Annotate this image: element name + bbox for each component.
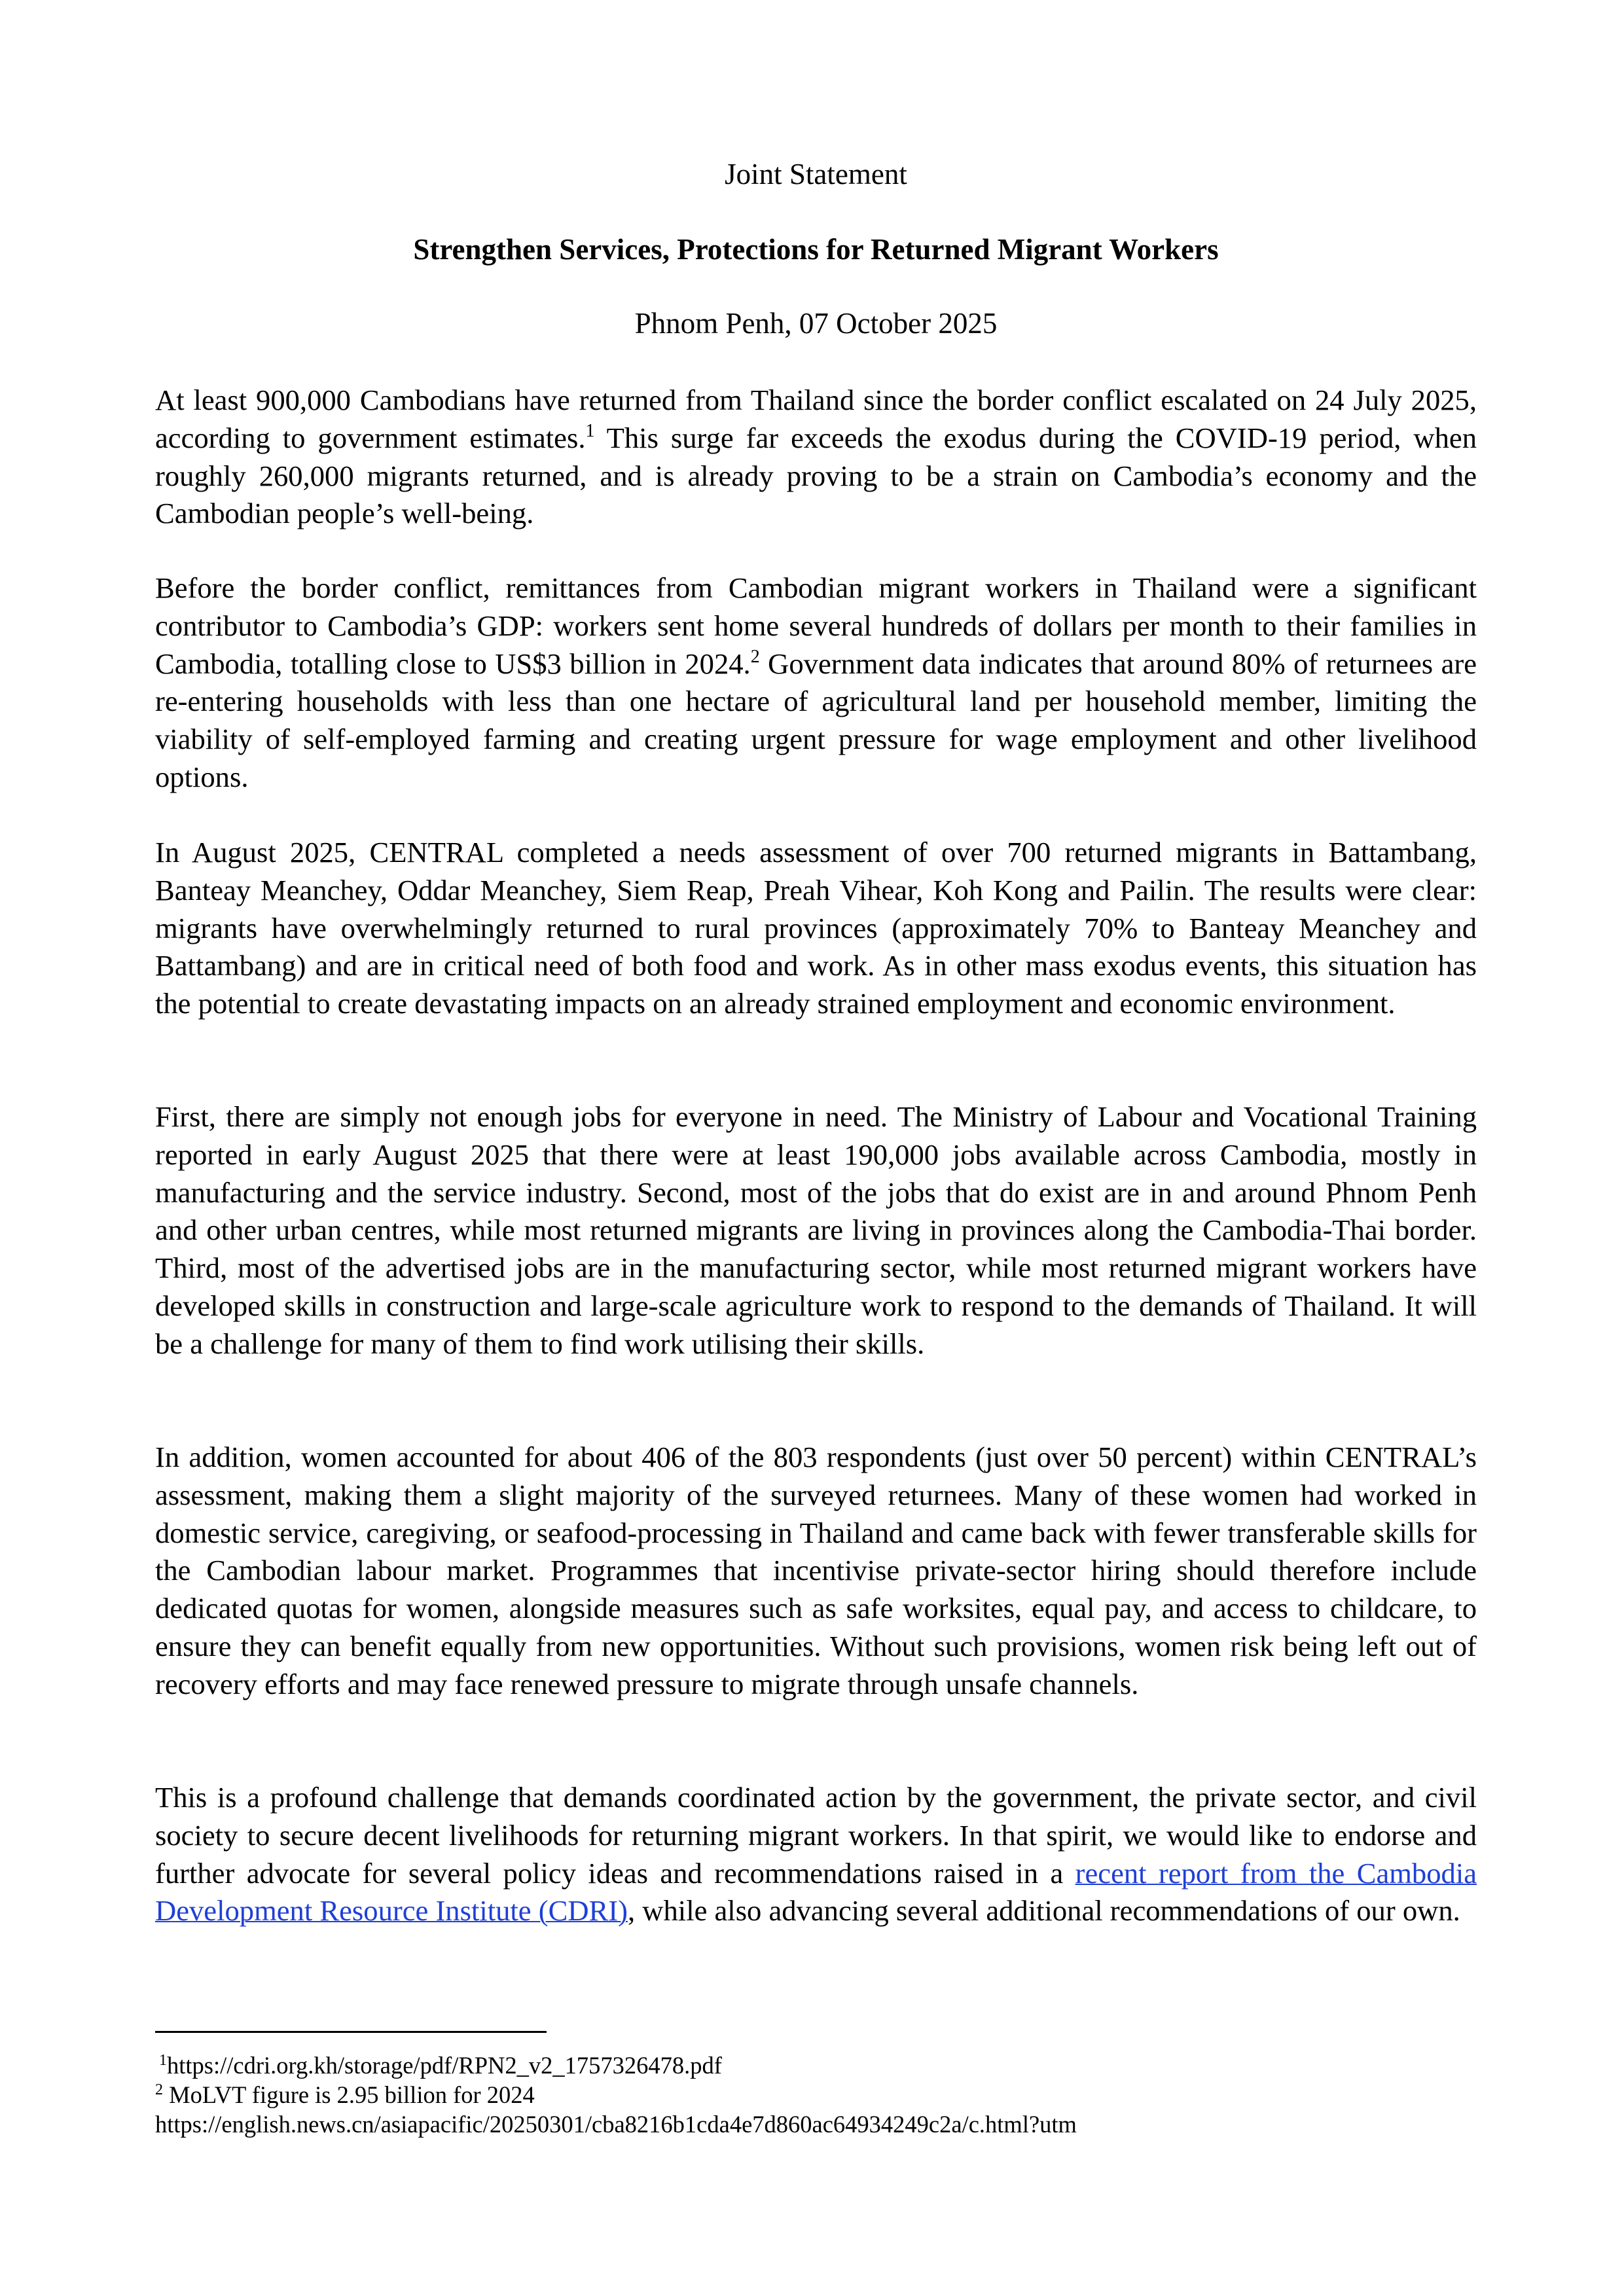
- cdri-report-link[interactable]: recent report from the Cambodia Development Resource Institute (CDRI): [155, 1856, 1477, 1928]
- footnote-divider: [155, 2031, 547, 2033]
- paragraph-intro: [155, 382, 1477, 533]
- footnotes: [155, 2051, 1477, 2139]
- document-title: Strengthen Services, Protections for Returned Migrant Workers: [413, 233, 1219, 266]
- paragraph-text: This is a profound challenge that demands coordinated action by the government, the private sector, and civil society to secure decent livelihoods for returning migrant workers. In that spirit, we would like to endorse and further advocate for several policy ideas and recommendations raised in a: [155, 1781, 1477, 1890]
- paragraph-women: In addition, women accounted for about 406 of the 803 respondents (just over 50 percent) within CENTRAL’s assessment, making them a slight majority of the surveyed returnees. Many of these women had worked in domestic service, caregiving, or seafood-processing in Thailand and came back with fewer transferable skills for the Cambodian labour market. Programmes that incentivise private-sector hiring should therefore include dedicated quotas for women, alongside measures such as safe worksites, equal pay, and access to childcare, to ensure they can benefit equally from new opportunities. Without such provisions, women risk being left out of recovery efforts and may face renewed pressure to migrate through unsafe channels.: [155, 1441, 1477, 1700]
- paragraph-challenge: [155, 1779, 1477, 1930]
- paragraph-text: At least 900,000 Cambodians have returned from Thailand since the border conflict escalated on 24 July 2025, according to government estimates.: [155, 384, 1477, 454]
- footnote-2-url[interactable]: https://english.news.cn/asiapacific/20250301/cba8216b1cda4e7d860ac64934249c2a/c.html?utm: [155, 2111, 1077, 2138]
- footnote-1-url[interactable]: https://cdri.org.kh/storage/pdf/RPN2_v2_1757326478.pdf: [167, 2052, 722, 2079]
- paragraph-text: Before the border conflict, remittances from Cambodian migrant workers in Thailand were a significant contributor to Cambodia’s GDP: workers sent home several hundreds of dollars per month to their families in Cambodia, totalling close to US$3 billion in 2024.: [155, 571, 1477, 680]
- footnote-1-mark: 1: [159, 2052, 167, 2069]
- paragraph-jobs: First, there are simply not enough jobs for everyone in need. The Ministry of Labour and Vocational Training reported in early August 2025 that there were at least 190,000 jobs available across Cambodia, mostly in manufacturing and the service industry. Second, most of the jobs that do exist are in and around Phnom Penh and other urban centres, while most returned migrants are living in provinces along the Cambodia-Thai border. Third, most of the advertised jobs are in the manufacturing sector, while most returned migrant workers have developed skills in construction and large-scale agriculture work to respond to the demands of Thailand. It will be a challenge for many of them to find work utilising their skills.: [155, 1100, 1477, 1360]
- paragraph-text: , while also advancing several additional recommendations of our own.: [628, 1894, 1460, 1928]
- footnote-2-mark: 2: [155, 2081, 163, 2098]
- footnote-1: [155, 2051, 1477, 2080]
- paragraph-text: Government data indicates that around 80% of returnees are re-entering households with less than one hectare of agricultural land per household member, limiting the viability of self-employed farming and creating urgent pressure for wage employment and other livelihood options.: [155, 647, 1477, 793]
- document-dateline: Phnom Penh, 07 October 2025: [634, 307, 998, 340]
- footnote-ref-1[interactable]: 1: [585, 420, 595, 441]
- footnote-2: [155, 2080, 1477, 2109]
- paragraph-needs-assessment: In August 2025, CENTRAL completed a needs assessment of over 700 returned migrants in Battambang, Banteay Meanchey, Oddar Meanchey, Siem Reap, Preah Vihear, Koh Kong and Pailin. The results were clear: migrants have overwhelmingly returned to rural provinces (approximately 70% to Banteay Meanchey and Battambang) and are in critical need of both food and work. As in other mass exodus events, this situation has the potential to create devastating impacts on an already strained employment and economic environment.: [155, 836, 1477, 1020]
- paragraph-remittances: [155, 569, 1477, 797]
- paragraph-text: This surge far exceeds the exodus during the COVID-19 period, when roughly 260,000 migrants returned, and is already proving to be a strain on Cambodia’s economy and the Cambodian people’s well-being.: [155, 421, 1477, 530]
- footnote-ref-2[interactable]: 2: [750, 646, 760, 667]
- footnote-2-text: MoLVT figure is 2.95 billion for 2024: [163, 2081, 535, 2108]
- document-label: Joint Statement: [725, 158, 907, 190]
